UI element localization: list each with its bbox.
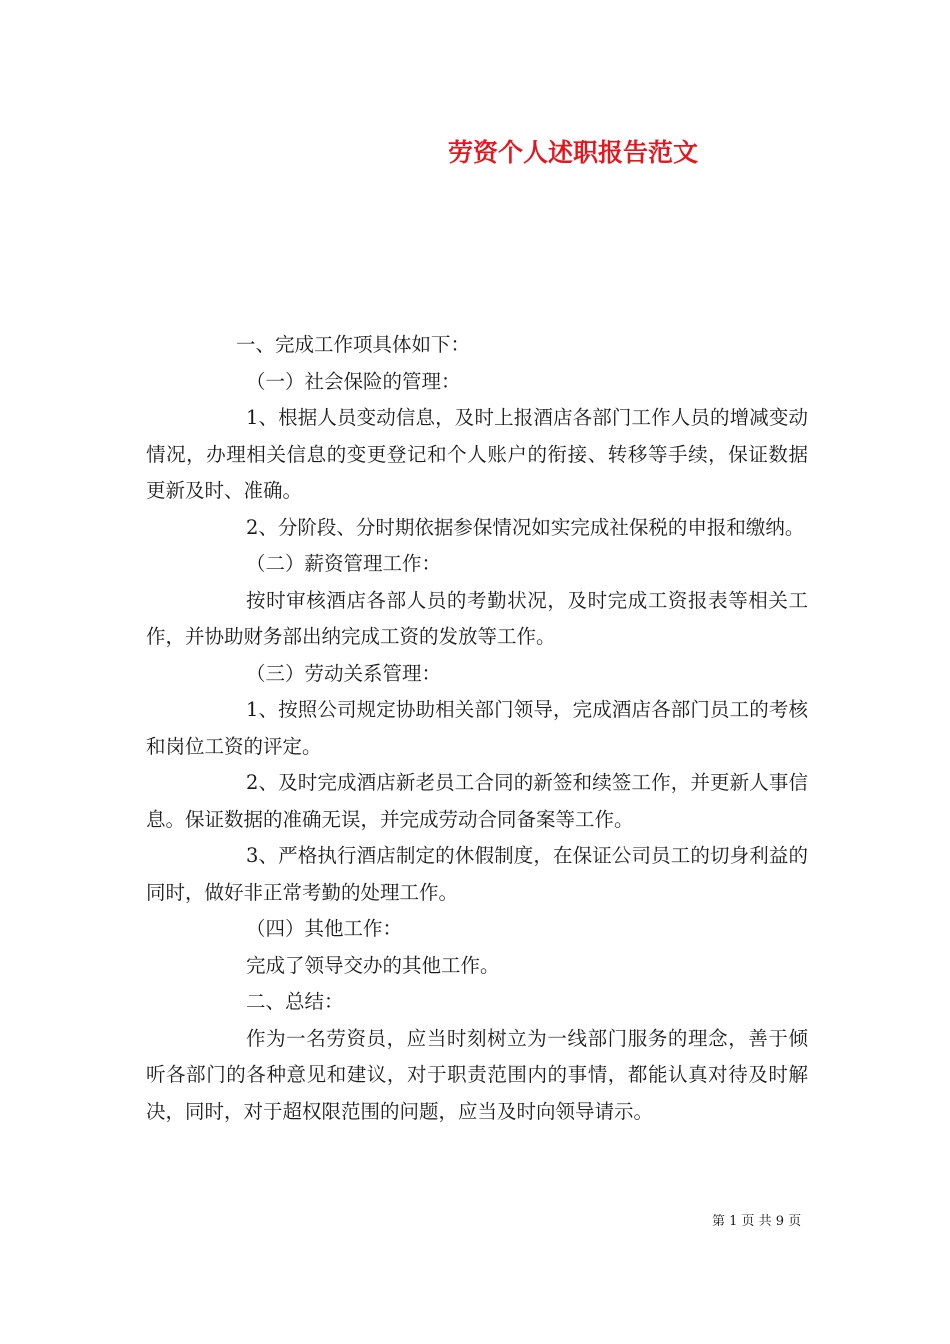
subsection-heading: （三）劳动关系管理： xyxy=(246,661,442,685)
body-paragraph: 完成了领导交办的其他工作。 xyxy=(246,953,500,977)
body-paragraph: 1、按照公司规定协助相关部门领导，完成酒店各部门员工的考核和岗位工资的评定。 xyxy=(146,698,808,758)
body-paragraph: 2、分阶段、分时期依据参保情况如实完成社保税的申报和缴纳。 xyxy=(246,515,805,539)
section-heading: 二、总结： xyxy=(246,990,344,1013)
section-heading: 一、完成工作项具体如下： xyxy=(236,333,471,356)
body-paragraph: 1、根据人员变动信息，及时上报酒店各部门工作人员的增减变动情况，办理相关信息的变更登记和个人账户的衔接、转移等手续，保证数据更新及时、准确。 xyxy=(146,406,808,502)
body-paragraph: 按时审核酒店各部人员的考勤状况，及时完成工资报表等相关工作，并协助财务部出纳完成工资的发放等工作。 xyxy=(146,588,808,648)
page-number-footer: 第 1 页 共 9 页 xyxy=(712,1214,802,1229)
document-body xyxy=(146,327,808,1130)
body-paragraph: 3、严格执行酒店制定的休假制度，在保证公司员工的切身利益的同时，做好非正常考勤的处理工作。 xyxy=(146,844,808,904)
subsection-heading: （一）社会保险的管理： xyxy=(246,369,461,393)
subsection-heading: （二）薪资管理工作： xyxy=(246,552,442,575)
document-title: 劳资个人述职报告范文 xyxy=(448,138,699,167)
body-paragraph: 作为一名劳资员，应当时刻树立为一线部门服务的理念，善于倾听各部门的各种意见和建议，对于职责范围内的事情，都能认真对待及时解决，同时，对于超权限范围的问题，应当及时向领导请示。 xyxy=(146,1026,808,1123)
subsection-heading: （四）其他工作： xyxy=(246,917,403,940)
body-paragraph: 2、及时完成酒店新老员工合同的新签和续签工作，并更新人事信息。保证数据的准确无误，并完成劳动合同备案等工作。 xyxy=(146,771,808,831)
